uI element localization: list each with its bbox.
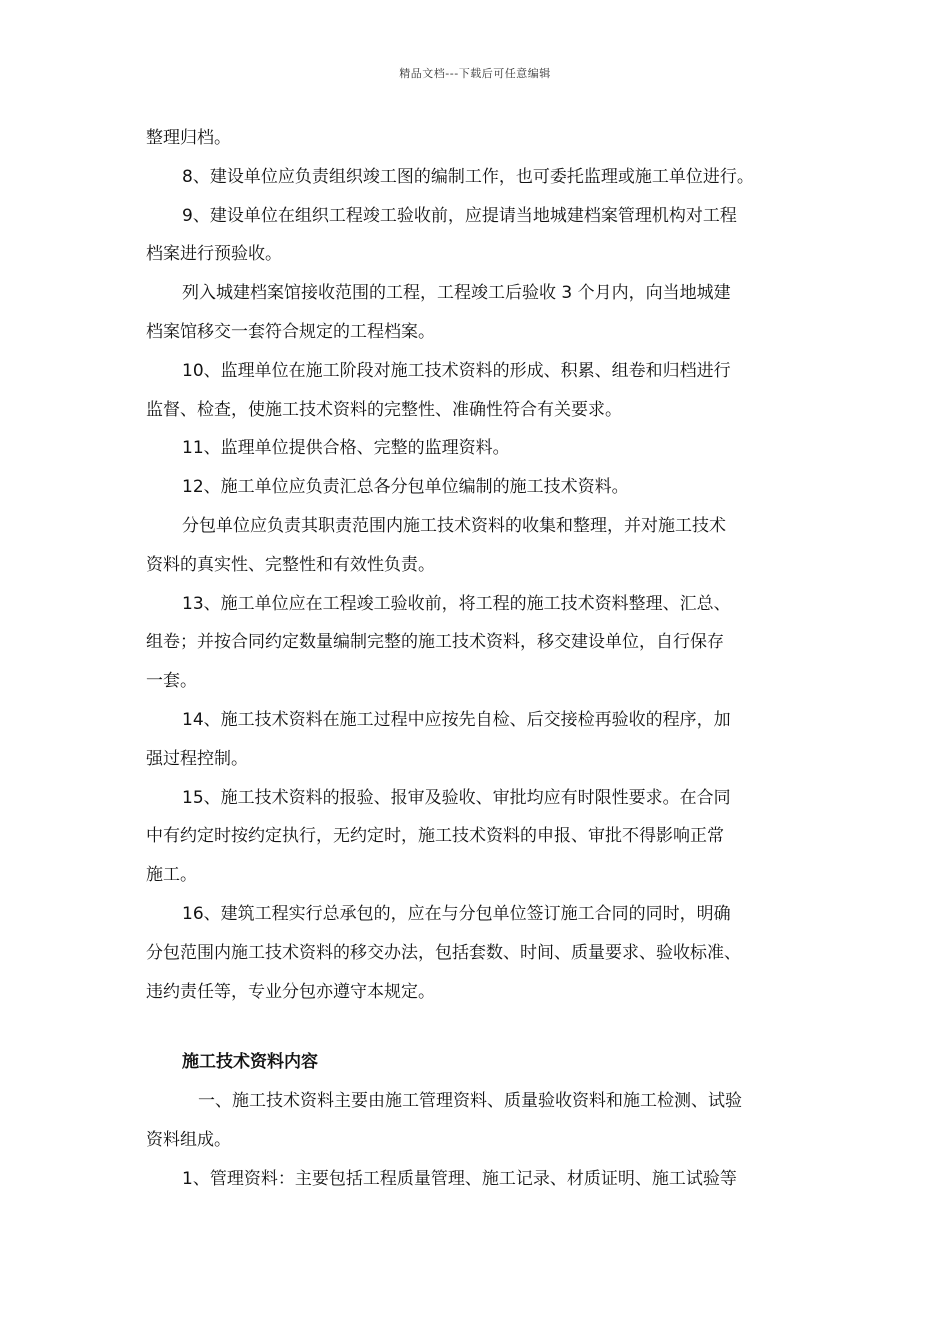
paragraph-line: 监督、检查，使施工技术资料的完整性、准确性符合有关要求。 (146, 399, 622, 420)
paragraph-line: 组卷；并按合同约定数量编制完整的施工技术资料，移交建设单位，自行保存 (146, 632, 724, 653)
paragraph-line: 8、建设单位应负责组织竣工图的编制工作，也可委托监理或施工单位进行。 (182, 166, 754, 187)
paragraph-line: 档案进行预验收。 (146, 244, 282, 265)
paragraph-line: 分包单位应负责其职责范围内施工技术资料的收集和整理，并对施工技术 (182, 515, 726, 536)
paragraph-line: 9、建设单位在组织工程竣工验收前，应提请当地城建档案管理机构对工程 (182, 205, 737, 226)
paragraph-line: 分包范围内施工技术资料的移交办法，包括套数、时间、质量要求、验收标准、 (146, 942, 741, 963)
paragraph-line: 16、建筑工程实行总承包的，应在与分包单位签订施工合同的同时，明确 (182, 903, 731, 924)
section-heading: 施工技术资料内容 (182, 1052, 318, 1073)
paragraph-line: 一、施工技术资料主要由施工管理资料、质量验收资料和施工检测、试验 (198, 1091, 742, 1112)
paragraph-line: 中有约定时按约定执行，无约定时，施工技术资料的申报、审批不得影响正常 (146, 826, 724, 847)
paragraph-line: 施工。 (146, 865, 197, 886)
page-header: 精品文档---下载后可任意编辑 (399, 67, 551, 80)
paragraph-line: 资料的真实性、完整性和有效性负责。 (146, 554, 435, 575)
section-spacer (146, 1016, 818, 1048)
paragraph-line: 违约责任等，专业分包亦遵守本规定。 (146, 981, 435, 1002)
paragraph-line: 整理归档。 (146, 128, 231, 148)
paragraph-line: 13、施工单位应在工程竣工验收前，将工程的施工技术资料整理、汇总、 (182, 593, 731, 614)
paragraph-line: 14、施工技术资料在施工过程中应按先自检、后交接检再验收的程序，加 (182, 709, 731, 730)
paragraph-line: 11、监理单位提供合格、完整的监理资料。 (182, 438, 510, 459)
paragraph-line: 1、管理资料：主要包括工程质量管理、施工记录、材质证明、施工试验等 (182, 1168, 737, 1189)
paragraph-line: 12、施工单位应负责汇总各分包单位编制的施工技术资料。 (182, 477, 629, 498)
paragraph-line: 10、监理单位在施工阶段对施工技术资料的形成、积累、组卷和归档进行 (182, 360, 731, 381)
paragraph-line: 资料组成。 (146, 1129, 231, 1150)
paragraph-line: 15、施工技术资料的报验、报审及验收、审批均应有时限性要求。在合同 (182, 787, 731, 808)
paragraph-line: 档案馆移交一套符合规定的工程档案。 (146, 321, 435, 342)
paragraph-line: 强过程控制。 (146, 748, 248, 769)
document-body (146, 124, 818, 1204)
paragraph-line: 一套。 (146, 671, 197, 692)
paragraph-line: 列入城建档案馆接收范围的工程，工程竣工后验收 3 个月内，向当地城建 (182, 283, 731, 304)
